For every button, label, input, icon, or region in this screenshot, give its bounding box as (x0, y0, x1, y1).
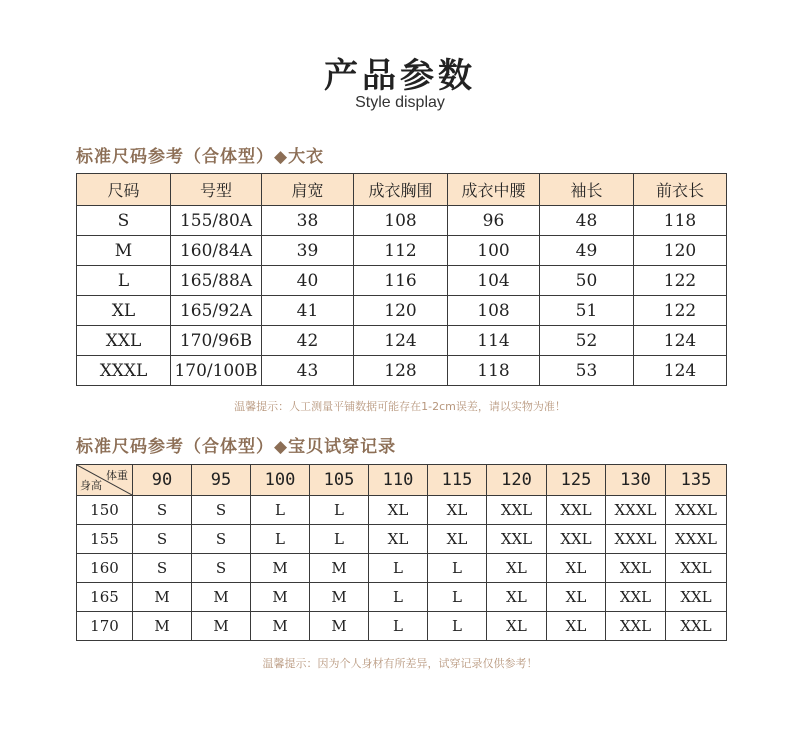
weight-column-header: 105 (310, 465, 369, 496)
size-cell: XL (547, 583, 606, 612)
table-cell: 96 (448, 206, 540, 236)
column-header: 尺码 (77, 174, 171, 206)
table-cell: 116 (354, 266, 448, 296)
table-row (77, 356, 727, 386)
column-header: 肩宽 (262, 174, 354, 206)
weight-column-header: 125 (547, 465, 606, 496)
height-cell: 160 (77, 554, 133, 583)
table-cell: 124 (634, 356, 727, 386)
table-cell: 108 (448, 296, 540, 326)
table-row (77, 236, 727, 266)
size-cell: L (310, 496, 369, 525)
table-cell: 48 (540, 206, 634, 236)
table-cell: 124 (354, 326, 448, 356)
size-cell: L (310, 525, 369, 554)
column-header: 号型 (171, 174, 262, 206)
table-row (77, 525, 727, 554)
size-cell: XXL (606, 583, 666, 612)
size-cell: XL (487, 612, 547, 641)
size-cell: S (133, 525, 192, 554)
size-cell: M (133, 583, 192, 612)
weight-column-header: 120 (487, 465, 547, 496)
size-cell: XXL (666, 583, 727, 612)
table-cell: 104 (448, 266, 540, 296)
table-row (77, 296, 727, 326)
column-header: 成衣胸围 (354, 174, 448, 206)
table-cell: 42 (262, 326, 354, 356)
height-cell: 150 (77, 496, 133, 525)
fit-record-note: 温馨提示：因为个人身材有所差异，试穿记录仅供参考！ (262, 657, 538, 670)
table-cell: S (77, 206, 171, 236)
table-cell: 165/92A (171, 296, 262, 326)
size-cell: M (192, 583, 251, 612)
size-cell: S (192, 554, 251, 583)
size-cell: M (133, 612, 192, 641)
table-cell: 128 (354, 356, 448, 386)
size-cell: M (310, 583, 369, 612)
table-cell: 39 (262, 236, 354, 266)
size-cell: L (251, 525, 310, 554)
table-cell: 50 (540, 266, 634, 296)
size-cell: XXXL (606, 496, 666, 525)
table-cell: 100 (448, 236, 540, 266)
size-cell: XXXL (666, 525, 727, 554)
fit-record-table (76, 464, 727, 641)
table-cell: 160/84A (171, 236, 262, 266)
table-cell: 118 (634, 206, 727, 236)
size-chart-note: 温馨提示：人工测量平铺数据可能存在1-2cm误差，请以实物为准！ (234, 400, 566, 413)
size-cell: S (133, 554, 192, 583)
table-cell: 120 (354, 296, 448, 326)
weight-column-header: 130 (606, 465, 666, 496)
height-cell: 155 (77, 525, 133, 554)
weight-column-header: 135 (666, 465, 727, 496)
height-cell: 165 (77, 583, 133, 612)
table-cell: 155/80A (171, 206, 262, 236)
table-cell: XXL (77, 326, 171, 356)
table-cell: 114 (448, 326, 540, 356)
size-cell: XXL (666, 612, 727, 641)
table-row (77, 496, 727, 525)
weight-column-header: 100 (251, 465, 310, 496)
size-cell: XXL (487, 496, 547, 525)
size-cell: L (251, 496, 310, 525)
size-cell: XXL (547, 525, 606, 554)
table-row (77, 583, 727, 612)
table-cell: XXXL (77, 356, 171, 386)
size-chart-header-row (77, 174, 727, 206)
weight-column-header: 110 (369, 465, 428, 496)
table-cell: L (77, 266, 171, 296)
column-header: 前衣长 (634, 174, 727, 206)
table-row (77, 206, 727, 236)
corner-weight-label: 体重 (106, 469, 128, 482)
size-cell: XXL (547, 496, 606, 525)
size-cell: L (428, 583, 487, 612)
table-cell: 43 (262, 356, 354, 386)
table-cell: 112 (354, 236, 448, 266)
size-cell: S (133, 496, 192, 525)
size-cell: XL (547, 554, 606, 583)
table-cell: 165/88A (171, 266, 262, 296)
size-cell: XXL (606, 612, 666, 641)
size-cell: L (369, 612, 428, 641)
size-chart-heading: 标准尺码参考（合体型）◆大衣 (76, 147, 325, 167)
table-cell: 40 (262, 266, 354, 296)
size-cell: XXXL (606, 525, 666, 554)
size-cell: M (192, 612, 251, 641)
corner-height-label: 身高 (80, 479, 102, 492)
size-chart-table (76, 173, 727, 386)
size-cell: M (310, 554, 369, 583)
size-cell: XL (547, 612, 606, 641)
height-cell: 170 (77, 612, 133, 641)
weight-column-header: 115 (428, 465, 487, 496)
size-cell: S (192, 496, 251, 525)
table-cell: XL (77, 296, 171, 326)
size-cell: XL (369, 496, 428, 525)
table-cell: 120 (634, 236, 727, 266)
page-subtitle: Style display (355, 94, 445, 111)
weight-height-corner-cell (77, 465, 133, 496)
table-cell: 41 (262, 296, 354, 326)
table-row (77, 326, 727, 356)
size-cell: L (369, 583, 428, 612)
table-cell: 122 (634, 266, 727, 296)
page-title: 产品参数 (324, 56, 476, 96)
column-header: 成衣中腰 (448, 174, 540, 206)
weight-column-header: 90 (133, 465, 192, 496)
size-cell: XXL (666, 554, 727, 583)
size-cell: XL (428, 525, 487, 554)
size-cell: XXXL (666, 496, 727, 525)
table-cell: 124 (634, 326, 727, 356)
table-row (77, 554, 727, 583)
size-cell: XL (487, 554, 547, 583)
table-cell: 38 (262, 206, 354, 236)
table-cell: 170/100B (171, 356, 262, 386)
table-cell: 122 (634, 296, 727, 326)
table-cell: M (77, 236, 171, 266)
size-cell: M (251, 612, 310, 641)
size-cell: XL (487, 583, 547, 612)
size-cell: XXL (487, 525, 547, 554)
size-cell: S (192, 525, 251, 554)
size-cell: L (428, 612, 487, 641)
table-row (77, 266, 727, 296)
weight-column-header: 95 (192, 465, 251, 496)
column-header: 袖长 (540, 174, 634, 206)
table-cell: 53 (540, 356, 634, 386)
table-cell: 170/96B (171, 326, 262, 356)
table-cell: 52 (540, 326, 634, 356)
table-cell: 118 (448, 356, 540, 386)
size-cell: XXL (606, 554, 666, 583)
size-cell: L (428, 554, 487, 583)
size-cell: M (310, 612, 369, 641)
fit-record-header-row (77, 465, 727, 496)
table-cell: 51 (540, 296, 634, 326)
size-cell: L (369, 554, 428, 583)
fit-record-heading: 标准尺码参考（合体型）◆宝贝试穿记录 (76, 437, 397, 457)
size-cell: XL (369, 525, 428, 554)
size-cell: M (251, 583, 310, 612)
table-cell: 108 (354, 206, 448, 236)
table-cell: 49 (540, 236, 634, 266)
size-cell: M (251, 554, 310, 583)
table-row (77, 612, 727, 641)
size-cell: XL (428, 496, 487, 525)
